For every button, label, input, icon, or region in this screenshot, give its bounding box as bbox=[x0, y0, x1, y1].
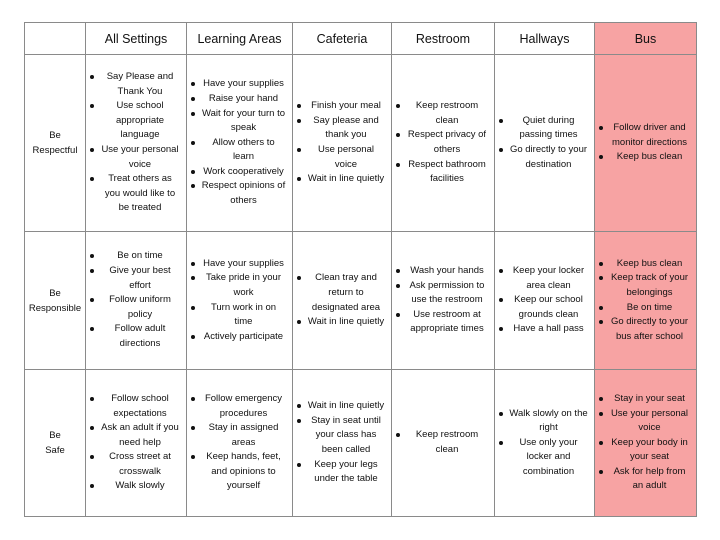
cell-safe-learning-areas bbox=[187, 370, 293, 517]
expectation-item: Keep our school grounds clean bbox=[495, 293, 594, 322]
expectation-item: Go directly to your destination bbox=[495, 143, 594, 172]
expectation-item: Actively participate bbox=[187, 330, 292, 345]
expectation-item: Keep restroom clean bbox=[392, 99, 494, 128]
expectation-list bbox=[495, 407, 594, 480]
expectation-item: Wait for your turn to speak bbox=[187, 107, 292, 136]
row-label-line: Responsible bbox=[28, 302, 82, 314]
expectation-item: Have a hall pass bbox=[495, 322, 594, 337]
column-header-hallways: Hallways bbox=[495, 23, 595, 55]
cell-respectful-all-settings bbox=[86, 55, 187, 232]
expectation-item: Give your best effort bbox=[86, 264, 186, 293]
expectation-item: Stay in assigned areas bbox=[187, 421, 292, 450]
expectation-item: Wait in line quietly bbox=[293, 172, 391, 187]
expectation-item: Use only your locker and combination bbox=[495, 436, 594, 480]
row-be-responsible bbox=[25, 232, 697, 370]
expectation-item: Walk slowly on the right bbox=[495, 407, 594, 436]
cell-responsible-cafeteria bbox=[293, 232, 392, 370]
expectation-item: Keep your legs under the table bbox=[293, 458, 391, 487]
expectation-item: Wait in line quietly bbox=[293, 399, 391, 414]
expectation-item: Allow others to learn bbox=[187, 136, 292, 165]
cell-respectful-learning-areas bbox=[187, 55, 293, 232]
behavior-matrix bbox=[24, 22, 696, 516]
expectation-item: Say Please and Thank You bbox=[86, 70, 186, 99]
expectation-item: Cross street at crosswalk bbox=[86, 450, 186, 479]
expectation-item: Clean tray and return to designated area bbox=[293, 271, 391, 315]
row-label-line: Be bbox=[49, 430, 61, 441]
expectation-item: Work cooperatively bbox=[187, 165, 292, 180]
expectation-list bbox=[293, 399, 391, 487]
expectation-item: Go directly to your bus after school bbox=[595, 315, 696, 344]
expectation-item: Keep track of your belongings bbox=[595, 271, 696, 300]
expectation-item: Stay in seat until your class has been called bbox=[293, 414, 391, 458]
cell-respectful-bus bbox=[595, 55, 697, 232]
expectation-item: Use your personal voice bbox=[86, 143, 186, 172]
expectation-list bbox=[392, 264, 494, 337]
expectation-list bbox=[495, 114, 594, 172]
cell-safe-cafeteria bbox=[293, 370, 392, 517]
expectation-list bbox=[86, 70, 186, 216]
row-be-safe bbox=[25, 370, 697, 517]
expectation-item: Raise your hand bbox=[187, 92, 292, 107]
row-label-line: Be bbox=[49, 287, 61, 299]
expectation-item: Keep restroom clean bbox=[392, 428, 494, 457]
expectation-list bbox=[187, 77, 292, 208]
cell-responsible-hallways bbox=[495, 232, 595, 370]
expectation-item: Be on time bbox=[595, 301, 696, 316]
cell-safe-bus bbox=[595, 370, 697, 517]
expectation-list bbox=[293, 271, 391, 329]
column-header-learning-areas: Learning Areas bbox=[187, 23, 293, 55]
expectation-item: Ask permission to use the restroom bbox=[392, 279, 494, 308]
expectation-item: Wash your hands bbox=[392, 264, 494, 279]
cell-responsible-bus bbox=[595, 232, 697, 370]
cell-safe-hallways bbox=[495, 370, 595, 517]
expectation-item: Respect privacy of others bbox=[392, 128, 494, 157]
row-label-responsible bbox=[25, 232, 86, 370]
row-label-line: Be bbox=[49, 130, 61, 141]
expectation-item: Respect bathroom facilities bbox=[392, 158, 494, 187]
column-header-all-settings: All Settings bbox=[86, 23, 187, 55]
expectation-item: Follow emergency procedures bbox=[187, 392, 292, 421]
expectation-item: Have your supplies bbox=[187, 77, 292, 92]
cell-respectful-hallways bbox=[495, 55, 595, 232]
expectation-list bbox=[595, 121, 696, 165]
expectation-item: Quiet during passing times bbox=[495, 114, 594, 143]
expectation-item: Follow adult directions bbox=[86, 322, 186, 351]
expectation-item: Respect opinions of others bbox=[187, 179, 292, 208]
cell-safe-all-settings bbox=[86, 370, 187, 517]
expectation-item: Keep hands, feet, and opinions to yourself bbox=[187, 450, 292, 494]
column-header-bus: Bus bbox=[595, 23, 697, 55]
expectation-item: Use personal voice bbox=[293, 143, 391, 172]
expectation-item: Wait in line quietly bbox=[293, 315, 391, 330]
column-header-restroom: Restroom bbox=[392, 23, 495, 55]
expectation-item: Use restroom at appropriate times bbox=[392, 308, 494, 337]
expectation-list bbox=[392, 428, 494, 457]
expectation-list bbox=[187, 392, 292, 494]
expectation-list bbox=[595, 257, 696, 345]
expectation-list bbox=[495, 264, 594, 337]
row-label-line: Respectful bbox=[32, 145, 78, 156]
row-label-respectful bbox=[25, 55, 86, 232]
cell-respectful-restroom bbox=[392, 55, 495, 232]
expectation-list bbox=[595, 392, 696, 494]
expectation-item: Take pride in your work bbox=[187, 271, 292, 300]
cell-respectful-cafeteria bbox=[293, 55, 392, 232]
expectation-list bbox=[392, 99, 494, 187]
expectation-item: Ask for help from an adult bbox=[595, 465, 696, 494]
expectation-list bbox=[293, 99, 391, 187]
row-label-line: Safe bbox=[45, 445, 65, 456]
expectation-item: Walk slowly bbox=[86, 479, 186, 494]
expectation-item: Keep bus clean bbox=[595, 150, 696, 165]
expectation-item: Keep your locker area clean bbox=[495, 264, 594, 293]
expectation-item: Stay in your seat bbox=[595, 392, 696, 407]
corner-cell bbox=[25, 23, 86, 55]
expectation-item: Turn work in on time bbox=[187, 301, 292, 330]
expectation-list bbox=[86, 392, 186, 494]
expectation-item: Say please and thank you bbox=[293, 114, 391, 143]
expectation-item: Have your supplies bbox=[187, 257, 292, 272]
expectation-item: Use your personal voice bbox=[595, 407, 696, 436]
expectation-list bbox=[187, 257, 292, 345]
expectation-list bbox=[86, 249, 186, 351]
cell-responsible-learning-areas bbox=[187, 232, 293, 370]
expectation-item: Follow driver and monitor directions bbox=[595, 121, 696, 150]
cell-responsible-restroom bbox=[392, 232, 495, 370]
row-be-respectful bbox=[25, 55, 697, 232]
expectation-item: Follow school expectations bbox=[86, 392, 186, 421]
expectation-item: Ask an adult if you need help bbox=[86, 421, 186, 450]
row-label-safe bbox=[25, 370, 86, 517]
cell-responsible-all-settings bbox=[86, 232, 187, 370]
expectation-item: Be on time bbox=[86, 249, 186, 264]
expectation-item: Follow uniform policy bbox=[86, 293, 186, 322]
header-row bbox=[25, 23, 697, 55]
expectations-table bbox=[24, 22, 697, 517]
column-header-cafeteria: Cafeteria bbox=[293, 23, 392, 55]
expectation-item: Keep bus clean bbox=[595, 257, 696, 272]
cell-safe-restroom bbox=[392, 370, 495, 517]
expectation-item: Treat others as you would like to be treated bbox=[86, 172, 186, 216]
expectation-item: Keep your body in your seat bbox=[595, 436, 696, 465]
expectation-item: Finish your meal bbox=[293, 99, 391, 114]
expectation-item: Use school appropriate language bbox=[86, 99, 186, 143]
